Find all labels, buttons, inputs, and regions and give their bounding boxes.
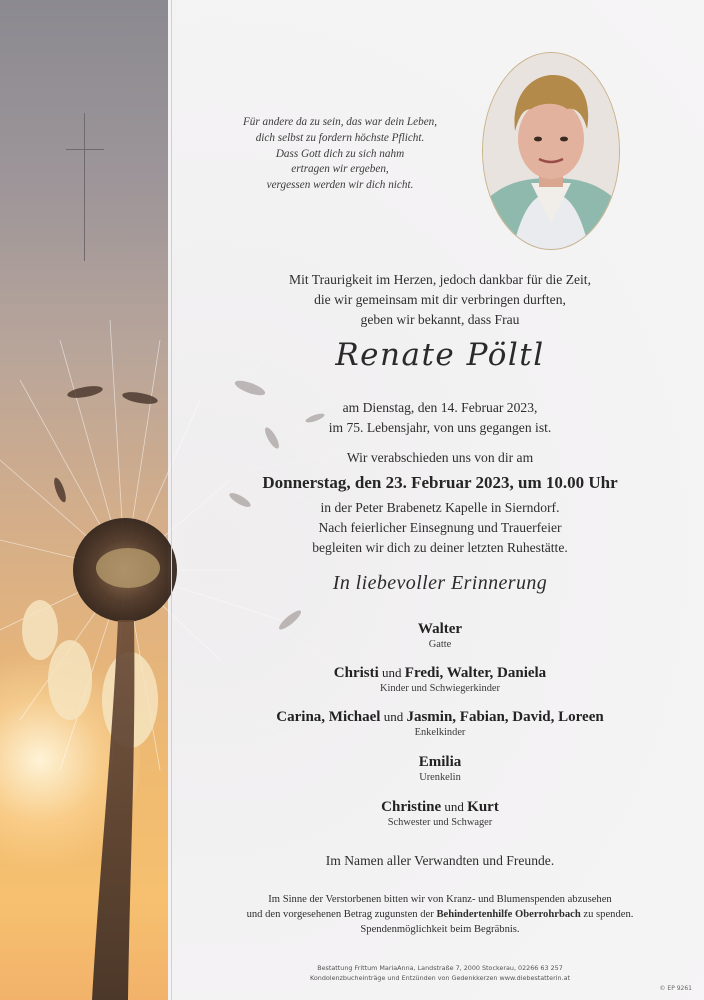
mourner-role: Kinder und Schwiegerkinder (379, 683, 501, 694)
footer-line: Kondolenzbucheinträge und Entzünden von Gedenkkerzen www.diebestatterin.at (310, 974, 570, 982)
verse-line: Dass Gott dich zu sich nahm (275, 147, 405, 160)
mourner-role: Gatte (428, 639, 452, 650)
donation-line: Spendenmöglichkeit beim Begräbnis. (360, 924, 520, 935)
mourner-names (190, 798, 690, 816)
farewell-intro: Wir verabschieden uns von dir am (346, 450, 534, 465)
death-line: im 75. Lebensjahr, von uns gegangen ist. (328, 420, 552, 435)
portrait-photo (482, 52, 620, 250)
donation-text: und den vorgesehenen Betrag zugunsten der (246, 909, 437, 920)
funeral-date: Donnerstag, den 23. Februar 2023, um 10.00 Uhr (262, 473, 618, 492)
mourner-role: Urenkelin (419, 772, 461, 783)
mourner-entry (190, 620, 690, 652)
intro-text (190, 270, 690, 330)
mourner-connector: und (441, 799, 468, 814)
remembrance-heading: In liebevoller Erinnerung (332, 572, 548, 594)
ceremony-text (190, 498, 690, 558)
death-date-text (190, 398, 690, 438)
verse-line: Für andere da zu sein, das war dein Leben, (242, 116, 438, 128)
donation-line (200, 907, 680, 922)
donation-notice (200, 892, 680, 937)
mourner-name: Emilia (418, 754, 462, 770)
mourner-names (190, 620, 690, 638)
intro-line: Mit Traurigkeit im Herzen, jedoch dankbar für die Zeit, (288, 272, 591, 287)
mourner-entry (190, 798, 690, 830)
mourner-connector: und (378, 665, 405, 680)
deceased-name: Renate Pöltl (335, 337, 545, 373)
charity-name: Behindertenhilfe Oberrohrbach (436, 909, 581, 920)
verse-line: dich selbst zu fordern höchste Pflicht. (255, 131, 425, 144)
mourner-name: Carina, Michael (276, 709, 381, 725)
mourner-names (190, 753, 690, 771)
mourner-entry (190, 753, 690, 785)
donation-line: Im Sinne der Verstorbenen bitten wir von Kranz- und Blumenspenden abzusehen (268, 894, 612, 905)
mourner-role: Schwester und Schwager (387, 817, 493, 828)
mourner-entry (190, 708, 690, 740)
verse-line: ertragen wir ergeben, (291, 163, 389, 176)
mourner-name: Kurt (467, 799, 499, 815)
funeral-home-footer (200, 963, 680, 983)
print-code: © EP 9261 (659, 985, 692, 992)
donation-text: zu spenden. (580, 909, 634, 920)
mourner-name: Christine (381, 799, 442, 815)
footer-line: Bestattung Frittum MariaAnna, Landstraße 7, 2000 Stockerau, 02266 63 257 (317, 964, 563, 972)
mourner-names (190, 708, 690, 726)
mourner-role: Enkelkinder (414, 727, 466, 738)
panel-divider (171, 0, 172, 1000)
death-line: am Dienstag, den 14. Februar 2023, (342, 400, 538, 415)
mourner-name: Jasmin, Fabian, David, Loreen (406, 709, 604, 725)
mourner-name: Walter (417, 621, 463, 637)
intro-line: die wir gemeinsam mit dir verbringen durften, (314, 292, 566, 307)
verse-line: vergessen werden wir dich nicht. (266, 179, 414, 192)
mourner-entry (190, 664, 690, 696)
intro-line: geben wir bekannt, dass Frau (360, 312, 520, 327)
ceremony-line: in der Peter Brabenetz Kapelle in Sierndorf. (320, 500, 560, 515)
closing-line: Im Namen aller Verwandten und Freunde. (325, 853, 555, 868)
mourner-connector: und (380, 709, 407, 724)
ceremony-line: begleiten wir dich zu deiner letzten Ruhestätte. (312, 540, 568, 555)
mourner-names (190, 664, 690, 682)
memorial-verse (210, 115, 470, 194)
ceremony-line: Nach feierlicher Einsegnung und Trauerfeier (318, 520, 562, 535)
mourner-name: Fredi, Walter, Daniela (404, 665, 547, 681)
mourner-name: Christi (333, 665, 379, 681)
